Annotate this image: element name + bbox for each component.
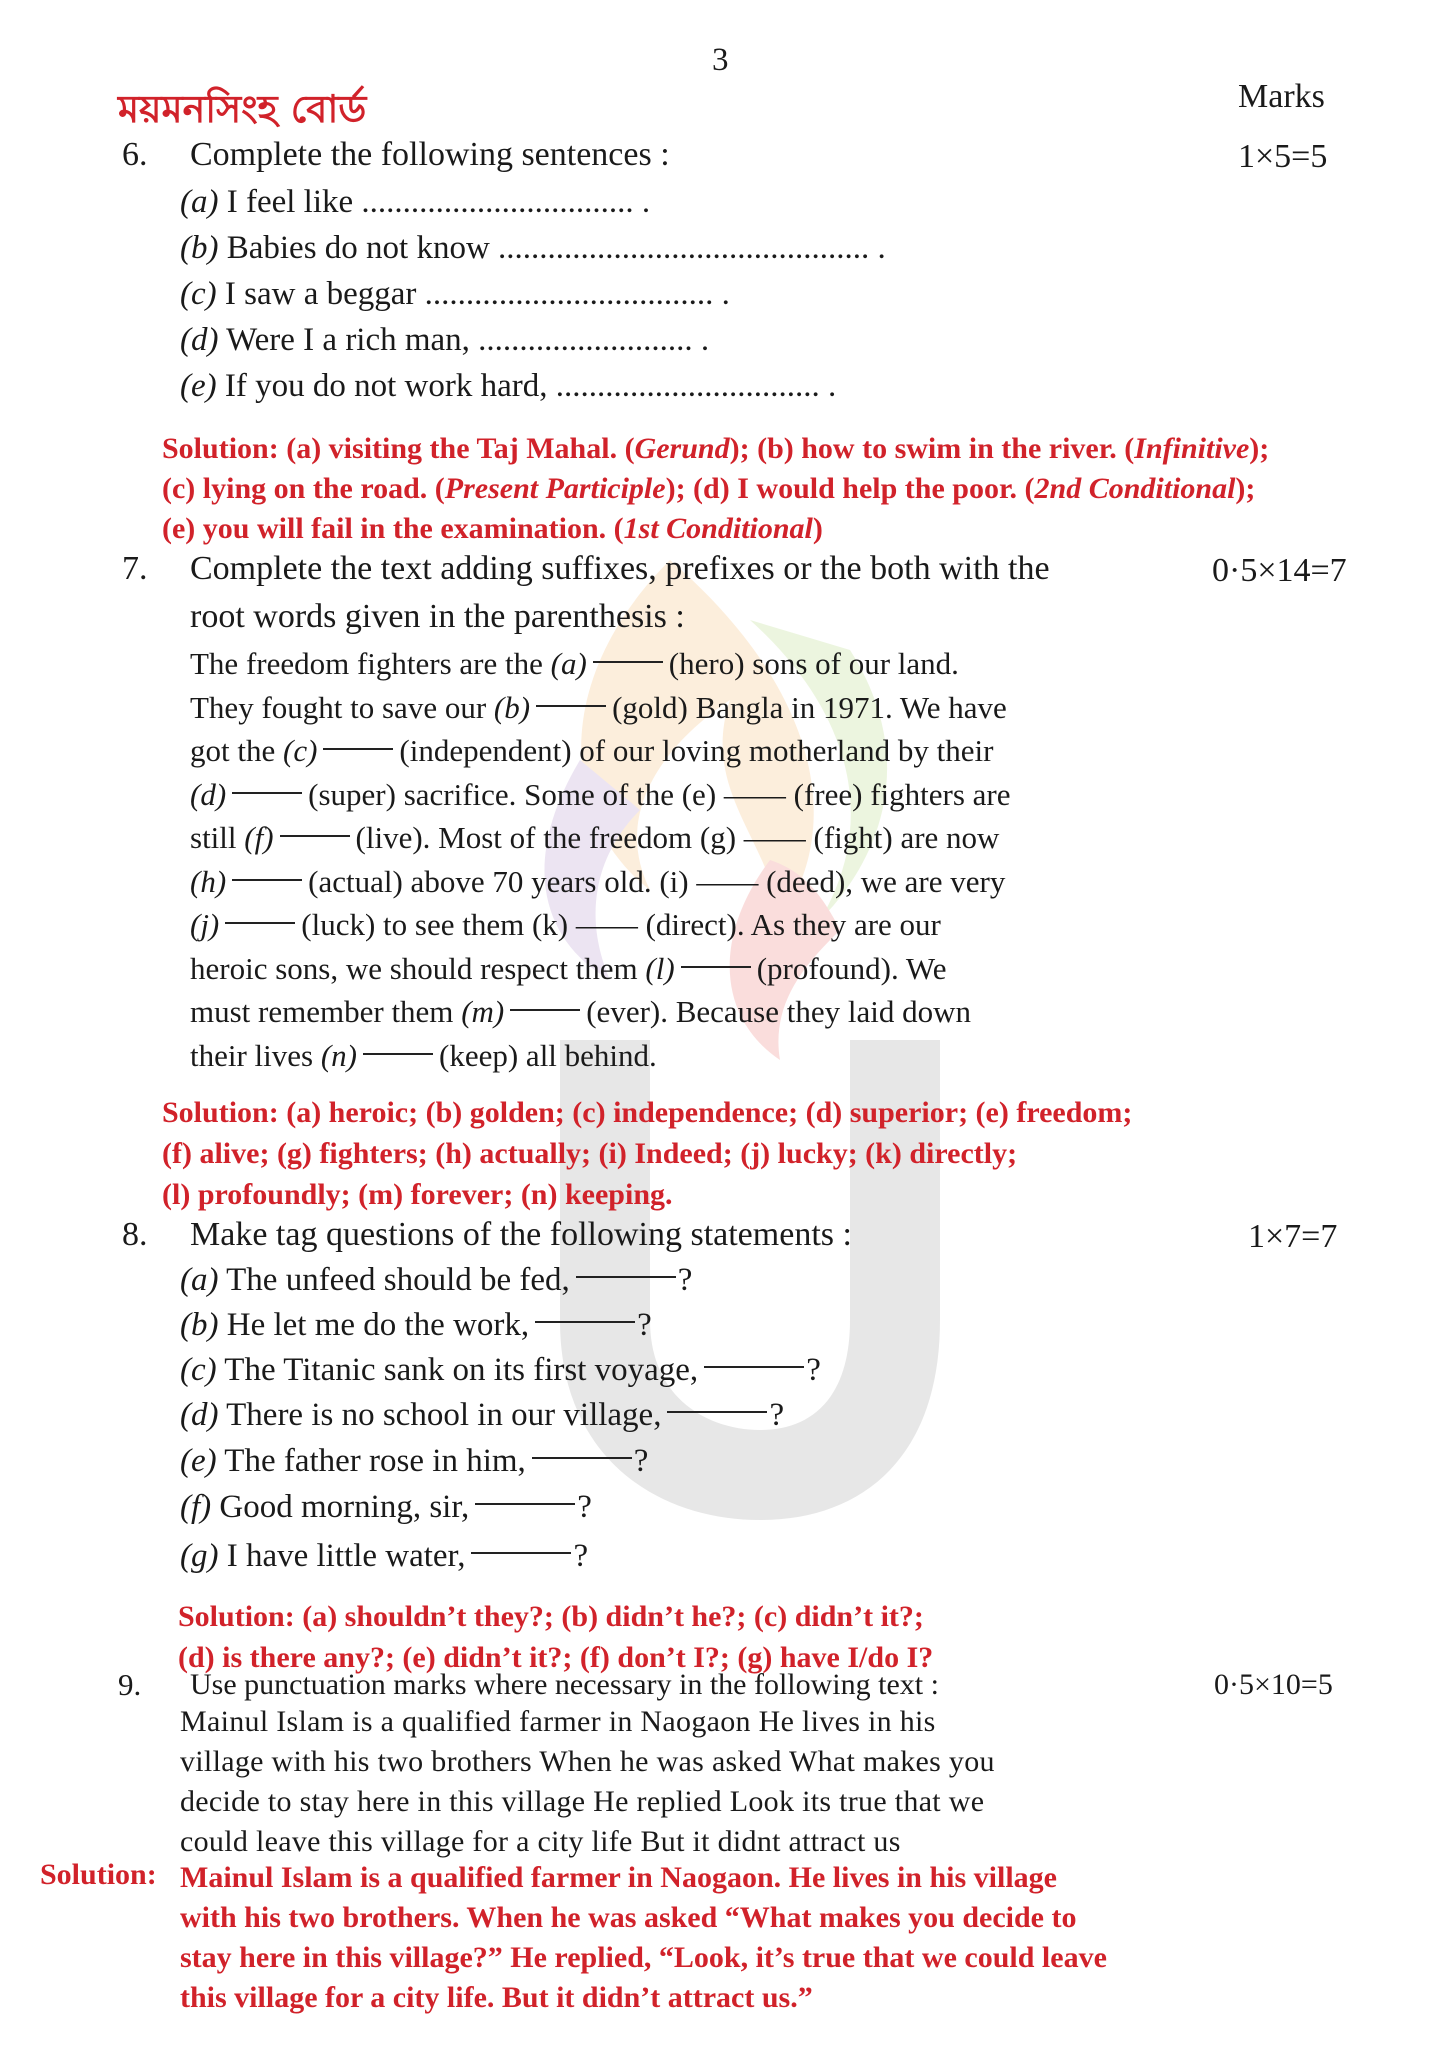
q7-blank	[225, 922, 295, 924]
q7-line	[190, 903, 1011, 947]
q7-solution-line: (f) alive; (g) fighters; (h) actually; (i) Indeed; (j) lucky; (k) directly;	[162, 1137, 1018, 1170]
q8-item-label: (a)	[180, 1262, 219, 1298]
q7-text: still	[190, 820, 237, 855]
q8-solution-line: (d) is there any?; (e) didn’t it?; (f) don’t I?; (g) have I/do I?	[178, 1641, 934, 1674]
q6-item-text: I saw a beggar ................................... .	[224, 276, 730, 312]
q7-blank	[510, 1009, 580, 1011]
q7-line	[190, 642, 1011, 686]
q8-item-text: He let me do the work,	[226, 1307, 530, 1343]
q8-item	[180, 1397, 784, 1434]
q6-solution-line	[162, 512, 823, 546]
q6-item-label: (d)	[180, 322, 219, 358]
q9-line: village with his two brothers When he was asked What makes you	[180, 1745, 995, 1778]
q6-item-text: If you do not work hard, ................................ .	[224, 368, 837, 404]
q7-marks: 0·5×14=7	[1212, 552, 1347, 589]
q8-blank	[704, 1366, 804, 1368]
q7-text: (luck) to see them (k) —— (direct). As they are our	[301, 907, 941, 942]
q6-item-text: I feel like ................................. .	[226, 184, 651, 220]
q7-blank-label: (l)	[645, 950, 675, 986]
q8-solution-line: Solution: (a) shouldn’t they?; (b) didn’t he?; (c) didn’t it?;	[178, 1600, 924, 1633]
q7-blank-label: (b)	[493, 689, 531, 725]
q7-blank	[323, 748, 393, 750]
q8-item	[180, 1352, 821, 1389]
q6-item	[180, 276, 730, 313]
q8-item	[180, 1489, 592, 1526]
q7-text: (actual) above 70 years old. (i) —— (deed), we are very	[308, 863, 1006, 899]
q9-solution-line: Mainul Islam is a qualified farmer in Naogaon. He lives in his village	[180, 1861, 1058, 1894]
solution-term: 1st Conditional	[623, 512, 813, 545]
q7-blank-label: (d)	[190, 776, 227, 812]
q8-item	[180, 1262, 692, 1299]
q7-line	[190, 990, 1011, 1034]
q8-item	[180, 1307, 652, 1344]
q9-solution-line: this village for a city life. But it didn’t attract us.”	[180, 1981, 813, 2014]
q8-blank	[576, 1276, 676, 1278]
q8-item-text: Good morning, sir,	[219, 1489, 470, 1525]
q8-blank	[667, 1411, 767, 1413]
q7-text: (independent) of our loving motherland by their	[399, 733, 994, 768]
q6-marks: 1×5=5	[1238, 138, 1328, 175]
solution-text: (e) you will fail in the examination. (	[162, 512, 624, 545]
q7-blank	[536, 705, 606, 707]
q8-blank	[475, 1503, 575, 1505]
q8-item-text: There is no school in our village,	[226, 1397, 662, 1433]
q6-item	[180, 322, 709, 359]
q7-blank	[232, 879, 302, 881]
q8-question-mark: ?	[637, 1307, 652, 1343]
q7-blank	[280, 835, 350, 837]
q8-item	[180, 1538, 588, 1575]
solution-term: 2nd Conditional	[1034, 472, 1236, 505]
q8-blank	[471, 1552, 571, 1554]
q9-line: decide to stay here in this village He replied Look its true that we	[180, 1785, 985, 1818]
q9-paragraph	[180, 1702, 995, 1862]
q9-instruction: Use punctuation marks where necessary in the following text :	[190, 1668, 939, 1701]
q8-question-mark: ?	[573, 1538, 589, 1574]
q9-solution-line: with his two brothers. When he was asked “What makes you decide to	[180, 1901, 1077, 1934]
q6-item-label: (e)	[180, 368, 217, 404]
q8-question-mark: ?	[769, 1397, 785, 1433]
q7-blank-label: (n)	[320, 1037, 358, 1073]
q8-item-label: (c)	[180, 1352, 217, 1388]
q8-question-mark: ?	[806, 1352, 821, 1388]
q7-blank	[593, 661, 663, 663]
q7-text: heroic sons, we should respect them	[190, 950, 638, 986]
q6-solution-line	[162, 432, 1269, 466]
q7-blank	[681, 966, 751, 968]
q9-line: could leave this village for a city life But it didnt attract us	[180, 1825, 901, 1858]
q7-text: The freedom fighters are the	[190, 646, 543, 681]
q7-text: (profound). We	[756, 950, 947, 986]
q7-text: (live). Most of the freedom (g) —— (fight) are now	[355, 820, 1000, 855]
q8-question-mark: ?	[633, 1443, 649, 1479]
q7-text: must remember them	[190, 994, 454, 1029]
q7-text: (super) sacrifice. Some of the (e) —— (free) fighters are	[308, 776, 1011, 812]
q8-blank	[535, 1321, 635, 1323]
q9-solution	[180, 1858, 1107, 2018]
q7-line	[190, 773, 1011, 817]
q9-number: 9.	[118, 1667, 142, 1702]
q7-number: 7.	[122, 550, 148, 587]
solution-text: ); (d) I would help the poor. (	[665, 472, 1035, 505]
q7-text: (ever). Because they laid down	[586, 994, 971, 1029]
q8-item-text: The father rose in him,	[224, 1443, 526, 1479]
page-number: 3	[712, 42, 729, 78]
q7-text: (keep) all behind.	[439, 1037, 657, 1073]
q7-blank-label: (c)	[283, 733, 318, 768]
solution-text: Solution: (a) visiting the Taj Mahal. (	[162, 432, 635, 465]
q8-item-text: The unfeed should be fed,	[226, 1262, 570, 1298]
q7-blank-label: (j)	[190, 907, 220, 942]
q7-line	[190, 860, 1011, 904]
q9-solution-line: stay here in this village?” He replied, “Look, it’s true that we could leave	[180, 1941, 1107, 1974]
q8-item-label: (f)	[180, 1489, 212, 1525]
q7-blank	[232, 792, 302, 794]
q7-line	[190, 729, 1011, 773]
marks-heading: Marks	[1238, 78, 1325, 115]
q6-solution-line	[162, 472, 1255, 506]
q9-line: Mainul Islam is a qualified farmer in Naogaon He lives in his	[180, 1705, 936, 1738]
q8-item-label: (e)	[180, 1443, 217, 1479]
q9-marks: 0·5×10=5	[1214, 1668, 1333, 1701]
solution-term: Present Participle	[444, 472, 666, 505]
q6-number: 6.	[122, 136, 148, 173]
q6-instruction: Complete the following sentences :	[190, 136, 670, 173]
q8-number: 8.	[122, 1216, 148, 1253]
q7-blank-label: (f)	[244, 820, 274, 855]
q7-solution-line: Solution: (a) heroic; (b) golden; (c) independence; (d) superior; (e) freedom;	[162, 1096, 1133, 1129]
q8-item-label: (d)	[180, 1397, 219, 1433]
q7-text: got the	[190, 733, 276, 768]
q8-question-mark: ?	[577, 1489, 592, 1525]
q8-item	[180, 1443, 648, 1480]
q7-line	[190, 686, 1011, 730]
q6-item-text: Were I a rich man, .......................... .	[226, 322, 710, 358]
solution-text: );	[1235, 472, 1256, 505]
q7-blank-label: (h)	[190, 863, 227, 899]
q7-line	[190, 947, 1011, 991]
solution-text: (c) lying on the road. (	[162, 472, 445, 505]
q7-text: their lives	[190, 1037, 314, 1073]
board-title: ময়মনসিংহ বোর্ড	[118, 87, 367, 131]
q8-item-label: (b)	[180, 1307, 219, 1343]
q6-item	[180, 368, 836, 405]
q8-blank	[532, 1457, 632, 1459]
q7-instruction-line2: root words given in the parenthesis :	[190, 598, 685, 635]
q8-item-label: (g)	[180, 1538, 219, 1574]
q6-item-label: (c)	[180, 276, 217, 312]
q8-item-text: I have little water,	[226, 1538, 466, 1574]
q6-item-label: (a)	[180, 184, 219, 220]
q6-item	[180, 184, 650, 221]
solution-term: Gerund	[634, 432, 730, 465]
q7-solution-line: (l) profoundly; (m) forever; (n) keeping.	[162, 1178, 673, 1211]
q6-item	[180, 230, 886, 267]
solution-text: ); (b) how to swim in the river. (	[729, 432, 1135, 465]
q7-text: They fought to save our	[190, 689, 487, 725]
solution-text: )	[812, 512, 823, 545]
q6-item-text: Babies do not know ............................................. .	[226, 230, 886, 266]
q7-line	[190, 1034, 1011, 1078]
q8-question-mark: ?	[677, 1262, 693, 1298]
q7-text: (hero) sons of our land.	[668, 646, 959, 681]
q8-marks: 1×7=7	[1248, 1218, 1338, 1255]
q7-blank	[363, 1053, 433, 1055]
q7-instruction-line1: Complete the text adding suffixes, prefixes or the both with the	[190, 550, 1050, 587]
q7-blank-label: (a)	[550, 646, 587, 681]
q7-line	[190, 816, 1011, 860]
q7-paragraph	[190, 642, 1011, 1077]
q7-blank-label: (m)	[461, 994, 505, 1029]
solution-text: );	[1249, 432, 1270, 465]
q7-text: (gold) Bangla in 1971. We have	[612, 689, 1007, 725]
q6-item-label: (b)	[180, 230, 219, 266]
q8-item-text: The Titanic sank on its first voyage,	[224, 1352, 699, 1388]
solution-term: Infinitive	[1134, 432, 1250, 465]
q8-instruction: Make tag questions of the following statements :	[190, 1216, 852, 1253]
q9-solution-label: Solution:	[40, 1858, 157, 1891]
